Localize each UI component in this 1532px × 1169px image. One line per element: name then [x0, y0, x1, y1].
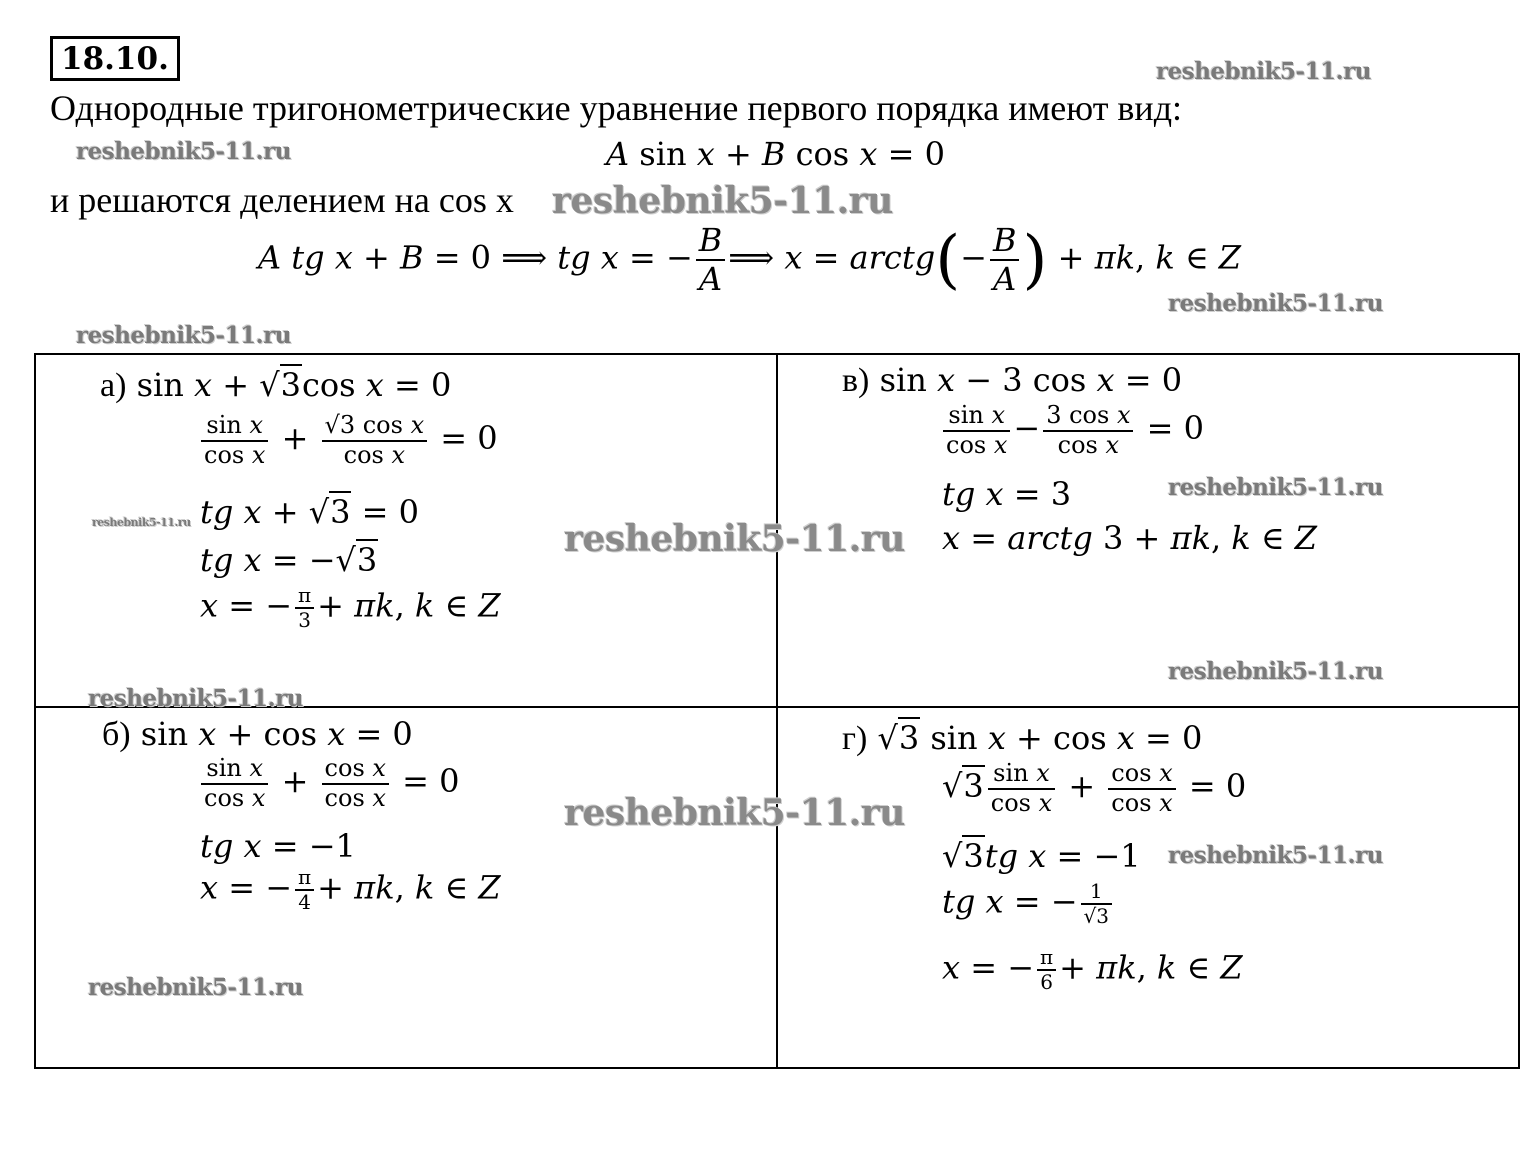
watermark: reshebnik5-11.ru	[1168, 474, 1383, 501]
cell-a-label: а)	[100, 367, 127, 404]
watermark: reshebnik5-11.ru	[564, 518, 905, 560]
general-solution: A tg x + B = 0 ⟹ tg x = − $\frac{B}{A}$ ⟹ x = arctg(− $\frac{B}{A}$ ) + πk, k ∈ Z	[258, 221, 1242, 298]
watermark: reshebnik5-11.ru	[564, 792, 905, 834]
intro-line-1: Однородные тригонометрические уравнение первого порядка имеют вид:	[50, 88, 1183, 128]
general-equation: A sin x + B cos x = 0	[606, 135, 945, 173]
cell-a-step-2: tg x + √3 = 0	[200, 493, 419, 531]
cell-v-step-1: $\frac{\text{sin x}}{\text{cos x}}$ − $\frac{\text{3 cos x}}{\text{cos x}}$ = 0	[940, 402, 1204, 459]
cell-v-equation: в) sin x − 3 cos x = 0	[842, 361, 1183, 399]
cell-g-step-4: x = − $\frac{\pi}{6}$ + πk, k ∈ Z	[942, 945, 1243, 994]
watermark: reshebnik5-11.ru	[552, 180, 893, 222]
watermark: reshebnik5-11.ru	[1168, 842, 1383, 869]
cell-v-label: в)	[842, 362, 870, 399]
cell-a-step-3: tg x = −√3	[200, 541, 378, 579]
cell-a-step-1: $\frac{\text{sin x}}{\text{cos x}}$ + $\frac{\text{√3 cos x}}{\text{cos x}}$ = 0	[198, 412, 498, 469]
intro-line-2: и решаются делением на cos x	[50, 180, 514, 220]
cell-g-step-2: √3tg x = −1	[942, 837, 1141, 875]
watermark: reshebnik5-11.ru	[1156, 58, 1371, 85]
watermark: reshebnik5-11.ru	[88, 685, 303, 712]
cell-v-step-2: tg x = 3	[942, 475, 1072, 513]
table-divider-vertical	[776, 353, 778, 1069]
watermark: reshebnik5-11.ru	[92, 516, 191, 529]
watermark: reshebnik5-11.ru	[88, 974, 303, 1001]
watermark: reshebnik5-11.ru	[1168, 290, 1383, 317]
problem-number: 18.10.	[50, 36, 180, 81]
cell-b-step-1: $\frac{\text{sin x}}{\text{cos x}}$ + $\frac{\text{cos x}}{\text{cos x}}$ = 0	[198, 755, 459, 812]
cell-b-step-2: tg x = −1	[200, 827, 356, 865]
watermark: reshebnik5-11.ru	[76, 138, 291, 165]
cell-a-equation: а) sin x + √3cos x = 0	[100, 366, 452, 404]
watermark: reshebnik5-11.ru	[76, 322, 291, 349]
cell-b-equation: б) sin x + cos x = 0	[102, 715, 413, 753]
cell-g-step-3: tg x = − $\frac{1}{√3}$	[942, 880, 1115, 928]
cell-g-step-1: √3 $\frac{\text{sin x}}{\text{cos x}}$ + $\frac{\text{cos x}}{\text{cos x}}$ = 0	[942, 759, 1247, 817]
cell-a-step-4: x = − $\frac{\pi}{3}$ + πk, k ∈ Z	[200, 583, 501, 632]
cell-g-label: г)	[842, 720, 868, 757]
cell-b-step-3: x = − $\frac{\pi}{4}$ + πk, k ∈ Z	[200, 865, 501, 914]
watermark: reshebnik5-11.ru	[1168, 658, 1383, 685]
cell-v-step-3: x = arctg 3 + πk, k ∈ Z	[942, 519, 1317, 557]
cell-g-equation: г) √3 sin x + cos x = 0	[842, 719, 1203, 757]
cell-b-label: б)	[102, 716, 131, 753]
